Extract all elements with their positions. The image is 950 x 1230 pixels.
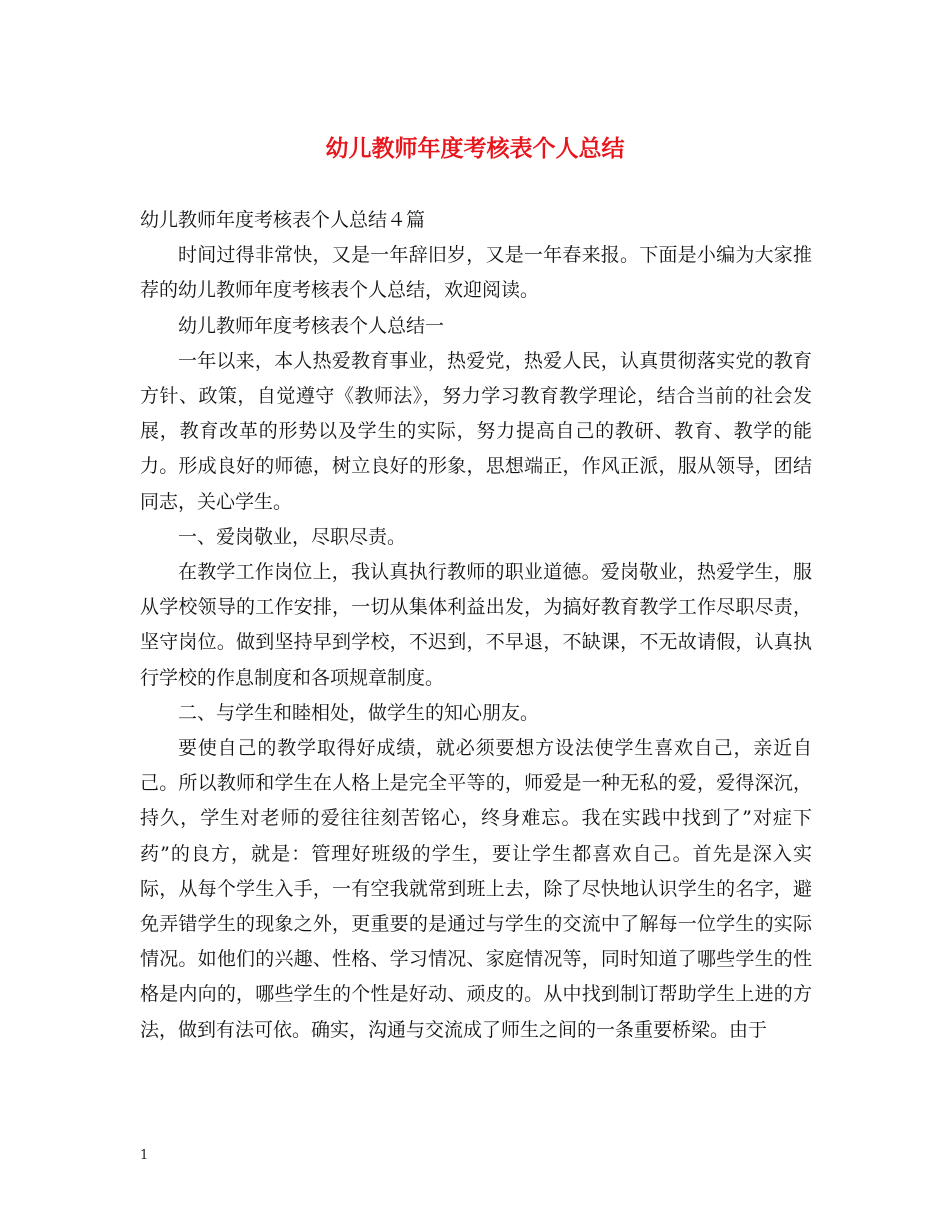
document-title: 幼儿教师年度考核表个人总结 <box>325 135 625 162</box>
body-paragraph: 在教学工作岗位上，我认真执行教师的职业道德。爱岗敬业，热爱学生，服从学校领导的工作安排，一切从集体利益出发，为搞好教育教学工作尽职尽责，坚守岗位。做到坚持早到学校，不迟到，不早退，不缺课，不无故请假，认真执行学校的作息制度和各项规章制度。 <box>140 561 812 689</box>
document-body <box>140 203 812 1048</box>
body-paragraph: 要使自己的教学取得好成绩，就必须要想方设法使学生喜欢自己，亲近自己。所以教师和学生在人格上是完全平等的，师爱是一种无私的爱，爱得深沉，持久，学生对老师的爱往往刻苦铭心，终身难忘。我在实践中找到了”对症下药”的良方，就是：管理好班级的学生，要让学生都喜欢自己。首先是深入实际，从每个学生入手，一有空我就常到班上去，除了尽快地认识学生的名字，避免弄错学生的现象之外，更重要的是通过与学生的交流中了解每一位学生的实际情况。如他们的兴趣、性格、学习情况、家庭情况等，同时知道了哪些学生的性格是内向的，哪些学生的个性是好动、顽皮的。从中找到制订帮助学生上进的方法，做到有法可依。确实，沟通与交流成了师生之间的一条重要桥梁。由于 <box>140 737 812 1041</box>
intro-paragraph: 时间过得非常快，又是一年辞旧岁，又是一年春来报。下面是小编为大家推荐的幼儿教师年度考核表个人总结，欢迎阅读。 <box>140 244 812 302</box>
section-heading-one: 幼儿教师年度考核表个人总结一 <box>178 314 445 337</box>
body-paragraph: 一年以来，本人热爱教育事业，热爱党，热爱人民，认真贯彻落实党的教育方针、政策，自觉遵守《教师法》，努力学习教育教学理论，结合当前的社会发展，教育改革的形势以及学生的实际，努力提高自己的教研、教育、教学的能力。形成良好的师德，树立良好的形象，思想端正，作风正派，服从领导，团结同志，关心学生。 <box>140 349 812 513</box>
page-number: 1 <box>140 1148 149 1163</box>
subheading-students: 二、与学生和睦相处，做学生的知心朋友。 <box>178 701 540 724</box>
document-subtitle: 幼儿教师年度考核表个人总结４篇 <box>140 209 426 231</box>
subheading-dedication: 一、爱岗敬业，尽职尽责。 <box>178 525 407 548</box>
